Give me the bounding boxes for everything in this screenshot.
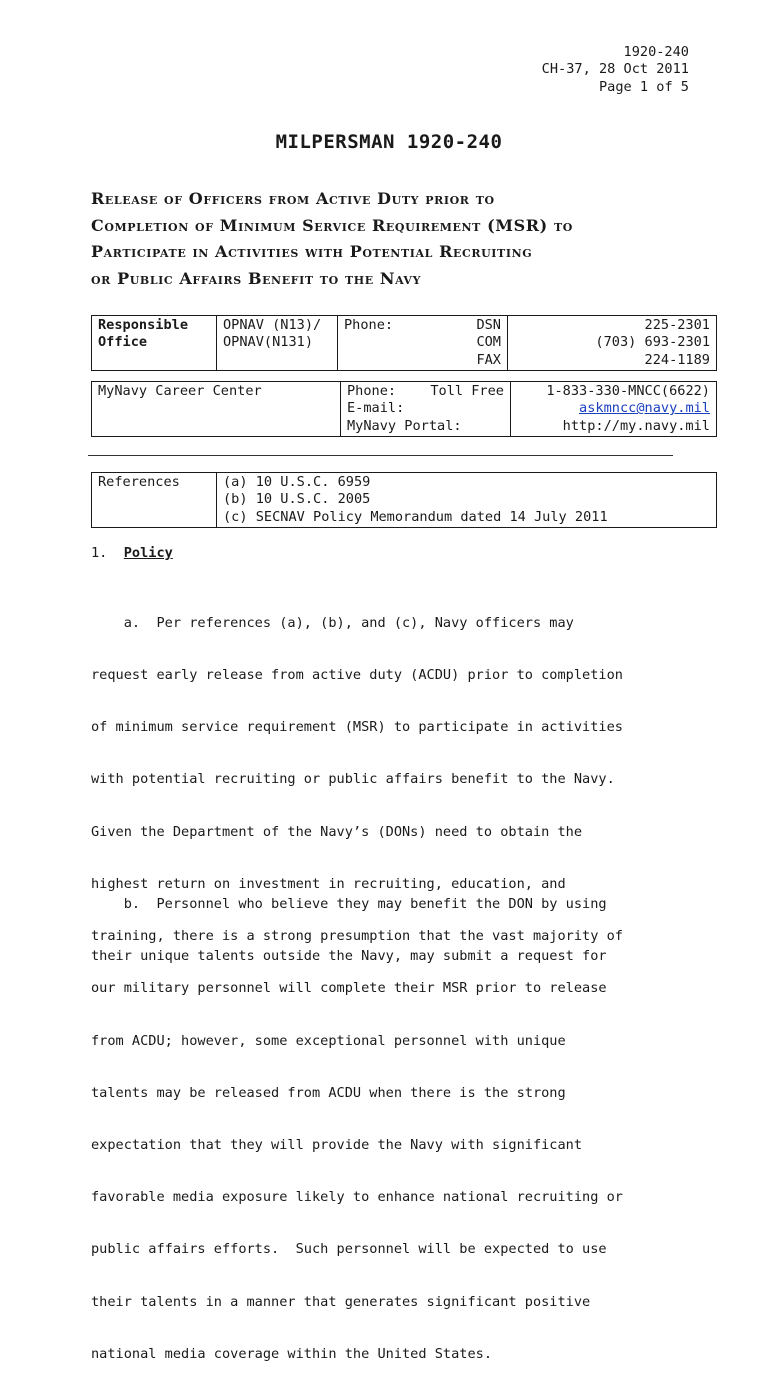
paragraph-line: with potential recruiting or public affairs benefit to the Navy. [91,771,615,788]
subject-line: or Public Affairs Benefit to the Navy [91,268,422,288]
paragraph-line: request early release from active duty (ACDU) prior to completion [91,667,623,684]
references-label: References [92,473,217,528]
paragraph-line: national media coverage within the United States. [91,1345,493,1362]
contact-labels-cell [341,382,511,437]
paragraph-line: expectation that they will provide the Navy with significant [91,1137,583,1153]
paragraph-line: of minimum service requirement (MSR) to participate in activities [91,719,623,736]
paragraph-line: from ACDU; however, some exceptional personnel with unique [91,1032,566,1049]
phone-number-fax: 224-1189 [644,351,710,368]
reference-item: (a) 10 U.S.C. 6959 [223,474,371,490]
portal-label: MyNavy Portal: [347,417,462,434]
paragraph-line: our military personnel will complete their MSR prior to release [91,980,607,997]
page-indicator: Page 1 of 5 [598,78,689,95]
paragraph-line: Given the Department of the Navy’s (DONs) need to obtain the [91,823,583,840]
document-title: MILPERSMAN 1920-240 [275,131,503,153]
toll-free-label: Toll Free [430,383,504,399]
subject-line: Release of Officers from Active Duty prior to [91,189,495,208]
career-center-table [91,381,717,437]
phone-label: Phone: [344,317,394,333]
portal-url[interactable]: http://my.navy.mil [562,417,710,434]
paragraph-line: favorable media exposure likely to enhance national recruiting or [91,1189,623,1206]
subject-line: Completion of Minimum Service Requirement (MSR) to [91,215,573,235]
responsible-label: Responsible [98,317,189,333]
paragraph-line: highest return on investment in recruiting, education, and [91,875,566,892]
email-link[interactable]: askmncc@navy.mil [579,400,710,417]
phone-type-dsn: DSN [476,317,501,333]
subject-heading [91,186,691,292]
section-heading [91,545,173,562]
office-label: Office [98,334,148,351]
responsible-office-table [91,315,717,371]
office-cell [217,316,338,371]
contact-values-cell [511,382,717,437]
paragraph-line: public affairs efforts. Such personnel will be expected to use [91,1241,607,1258]
phone-type-com: COM [476,334,501,351]
references-table [91,472,717,528]
paragraph-line: talents may be released from ACDU when there is the strong [91,1084,566,1101]
office-code: OPNAV(N131) [223,334,314,351]
subject-line: Participate in Activities with Potential Recruiting [91,242,533,261]
career-center-name: MyNavy Career Center [92,382,341,437]
reference-item: (c) SECNAV Policy Memorandum dated 14 July 2011 [223,508,608,525]
references-list [217,473,717,528]
paragraph-line: a. Per references (a), (b), and (c), Navy officers may [91,614,574,631]
paragraph-b [91,861,691,983]
document-header [542,44,689,96]
section-title: Policy [123,545,173,561]
paragraph-line: training, there is a strong presumption that the vast majority of [91,928,623,945]
email-label: E-mail: [347,400,405,417]
paragraph-line: their unique talents outside the Navy, may submit a request for [91,948,607,965]
phone-number-cell [508,316,717,371]
office-code: OPNAV (N13)/ [223,317,322,333]
reference-item: (b) 10 U.S.C. 2005 [223,491,371,508]
phone-type-fax: FAX [476,351,501,368]
phone-number-com: (703) 693-2301 [595,334,710,351]
toll-free-number: 1-833-330-MNCC(6622) [546,383,710,399]
change-date: CH-37, 28 Oct 2011 [541,61,689,78]
section-number: 1. [91,545,108,561]
phone-cell [338,316,508,371]
horizontal-divider [88,455,673,456]
paragraph-line: their talents in a manner that generates significant positive [91,1293,591,1310]
phone-number-dsn: 225-2301 [644,317,710,333]
responsible-label-cell [92,316,217,371]
phone-label: Phone: [347,383,397,399]
paragraph-line: b. Personnel who believe they may benefit the DON by using [91,895,607,912]
document-number: 1920-240 [623,44,689,60]
